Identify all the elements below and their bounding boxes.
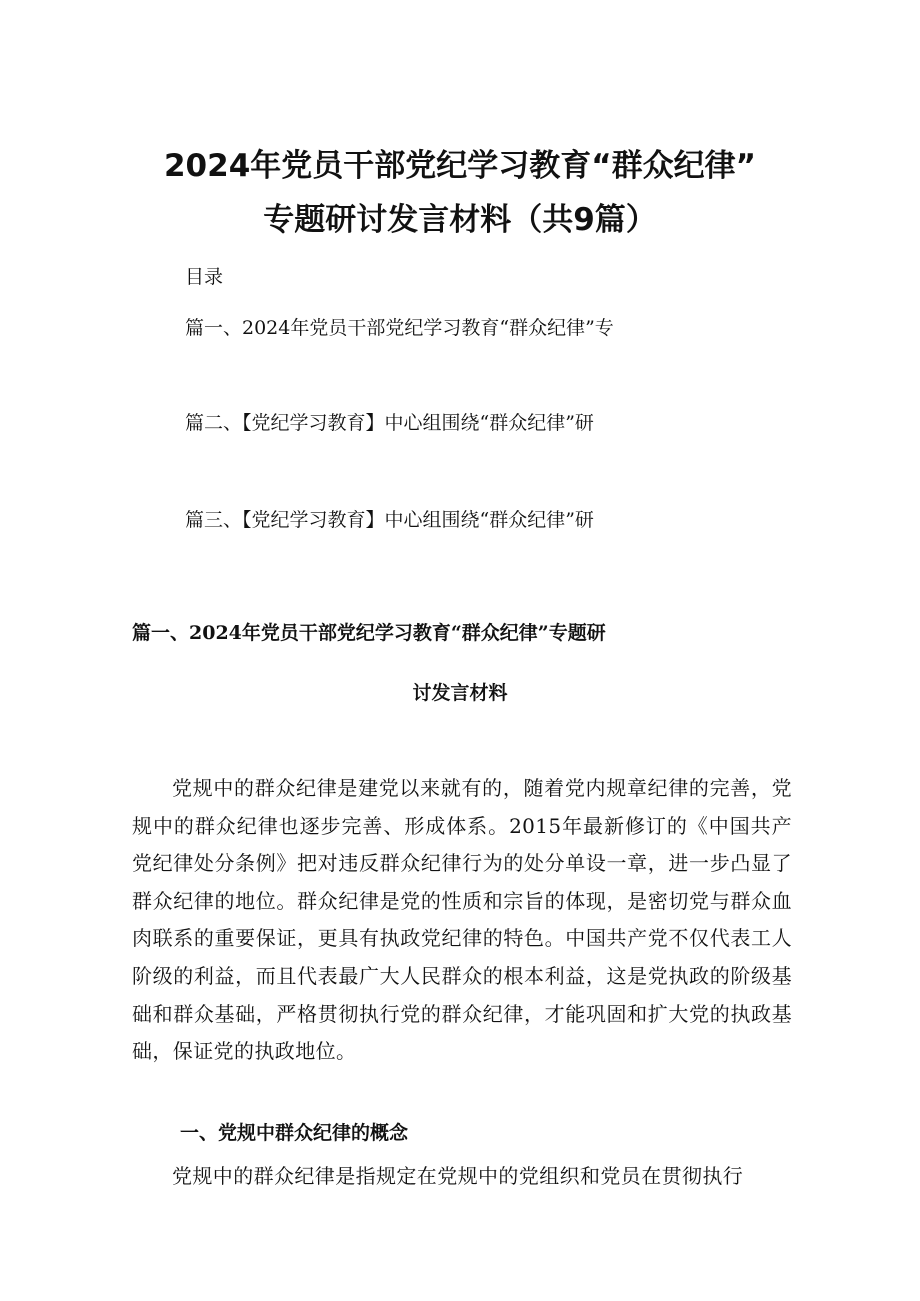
document-title-line1: 2024年党员干部党纪学习教育“群众纪律” bbox=[163, 148, 757, 184]
subheading-1: 一、党规中群众纪律的概念 bbox=[180, 1122, 409, 1144]
toc-item-1[interactable]: 篇一、2024年党员干部党纪学习教育“群众纪律”专 bbox=[185, 317, 614, 339]
toc-item-2[interactable]: 篇二、【党纪学习教育】中心组围绕“群众纪律”研 bbox=[185, 412, 594, 434]
section-title-line1: 篇一、2024年党员干部党纪学习教育“群众纪律”专题研 bbox=[132, 622, 606, 644]
document-title-line2: 专题研讨发言材料（共9篇） bbox=[263, 202, 657, 238]
body-paragraph-2: 党规中的群众纪律是指规定在党规中的党组织和党员在贯彻执行 bbox=[172, 1164, 744, 1188]
toc-item-3[interactable]: 篇三、【党纪学习教育】中心组围绕“群众纪律”研 bbox=[185, 509, 594, 531]
toc-label: 目录 bbox=[185, 266, 224, 288]
section-title-line2: 讨发言材料 bbox=[412, 682, 508, 704]
body-paragraph-1: 党规中的群众纪律是建党以来就有的，随着党内规章纪律的完善，党规中的群众纪律也逐步完善、形成体系。2015年最新修订的《中国共产党纪律处分条例》把对违反群众纪律行为的处分单设一章，进一步凸显了群众纪律的地位。群众纪律是党的性质和宗旨的体现，是密切党与群众血肉联系的重要保证，更具有执政党纪律的特色。中国共产党不仅代表工人阶级的利益，而且代表最广大人民群众的根本利益，这是党执政的阶级基础和群众基础，严格贯彻执行党的群众纪律，才能巩固和扩大党的执政基础，保证党的执政地位。 bbox=[132, 776, 792, 1064]
